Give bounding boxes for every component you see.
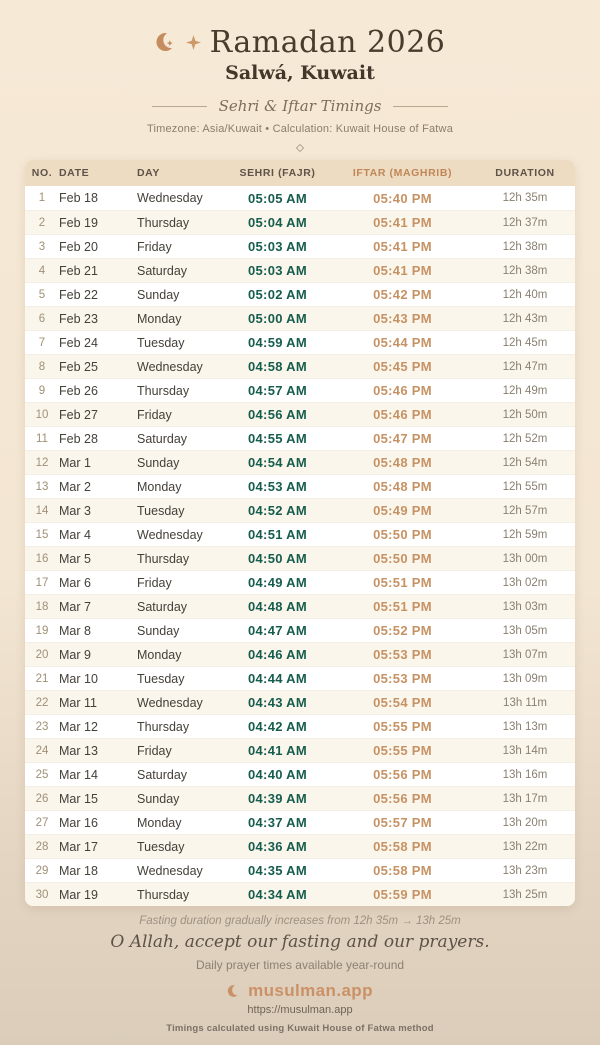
table-row (25, 354, 575, 378)
row-iftar-time: 05:43 PM (373, 311, 432, 326)
row-iftar-time: 05:40 PM (373, 190, 432, 206)
row-day: Monday (137, 815, 182, 830)
table-row (25, 186, 575, 210)
row-sehri-time: 04:35 AM (248, 863, 307, 878)
table-row (25, 258, 575, 282)
row-number: 20 (35, 648, 49, 661)
row-day: Sunday (137, 791, 180, 806)
row-number: 6 (38, 312, 46, 325)
row-duration: 13h 14m (502, 744, 548, 757)
table-row (25, 306, 575, 330)
table-row (25, 810, 575, 834)
row-duration: 12h 38m (502, 240, 548, 253)
col-header-duration: DURATION (495, 167, 555, 179)
row-date: Feb 20 (59, 239, 98, 254)
row-number: 18 (35, 600, 49, 613)
row-iftar-time: 05:48 PM (373, 455, 432, 470)
table-row (25, 690, 575, 714)
row-sehri-time: 04:51 AM (248, 527, 307, 542)
timings-table-body (25, 186, 575, 906)
row-number: 3 (38, 240, 46, 253)
row-duration: 12h 49m (502, 384, 548, 397)
row-date: Mar 11 (59, 695, 97, 710)
row-duration: 12h 59m (502, 528, 548, 541)
row-day: Wednesday (137, 527, 203, 542)
row-day: Thursday (137, 215, 190, 230)
table-row (25, 402, 575, 426)
row-date: Mar 10 (59, 671, 98, 686)
row-iftar-time: 05:46 PM (373, 407, 432, 422)
row-duration: 13h 02m (502, 576, 548, 589)
row-date: Mar 3 (59, 503, 91, 518)
row-sehri-time: 04:39 AM (248, 791, 307, 806)
row-number: 27 (35, 816, 49, 829)
row-number: 12 (35, 456, 49, 469)
row-number: 30 (35, 888, 49, 901)
availability-note: Daily prayer times available year-round (195, 958, 405, 972)
row-sehri-time: 04:34 AM (248, 887, 307, 902)
row-day: Monday (137, 647, 182, 662)
row-number: 28 (35, 840, 49, 853)
row-date: Feb 27 (59, 407, 98, 422)
row-number: 2 (38, 216, 46, 229)
row-iftar-time: 05:53 PM (373, 647, 432, 662)
table-row (25, 714, 575, 738)
row-sehri-time: 04:47 AM (248, 623, 307, 638)
row-iftar-time: 05:56 PM (373, 767, 432, 782)
row-sehri-time: 04:52 AM (248, 503, 307, 518)
table-row (25, 450, 575, 474)
row-number: 10 (35, 408, 49, 421)
row-sehri-time: 04:57 AM (248, 383, 307, 398)
row-date: Feb 18 (59, 191, 98, 205)
row-day: Tuesday (137, 839, 185, 854)
row-sehri-time: 04:58 AM (248, 359, 307, 374)
row-number: 7 (38, 336, 46, 349)
table-row (25, 234, 575, 258)
row-day: Friday (137, 407, 172, 422)
row-date: Mar 19 (59, 887, 98, 902)
table-row (25, 474, 575, 498)
row-date: Mar 6 (59, 575, 91, 590)
row-duration: 13h 05m (502, 624, 548, 637)
row-duration: 12h 50m (502, 408, 548, 421)
row-number: 15 (35, 528, 49, 541)
row-sehri-time: 05:05 AM (248, 190, 307, 206)
row-sehri-time: 04:49 AM (248, 575, 307, 590)
row-date: Mar 16 (59, 815, 98, 830)
row-day: Sunday (137, 455, 180, 470)
row-duration: 13h 17m (502, 792, 548, 805)
row-duration: 13h 23m (502, 864, 548, 877)
brand-name[interactable]: musulman.app (248, 981, 373, 1000)
row-number: 4 (38, 264, 46, 277)
row-number: 25 (35, 768, 49, 781)
row-iftar-time: 05:55 PM (373, 719, 432, 734)
row-iftar-time: 05:50 PM (373, 551, 432, 566)
row-day: Thursday (137, 383, 190, 398)
row-number: 29 (35, 864, 49, 877)
row-date: Feb 21 (59, 263, 98, 278)
table-row (25, 642, 575, 666)
row-date: Mar 7 (59, 599, 91, 614)
table-row (25, 762, 575, 786)
row-number: 5 (38, 288, 46, 301)
table-row (25, 210, 575, 234)
row-day: Friday (137, 575, 172, 590)
sparkle-star-icon (186, 35, 201, 50)
row-day: Thursday (137, 551, 190, 566)
row-date: Feb 22 (59, 287, 98, 302)
row-date: Mar 15 (59, 791, 98, 806)
table-row (25, 426, 575, 450)
col-header-sehri: SEHRI (FAJR) (239, 167, 316, 179)
row-number: 9 (38, 384, 46, 397)
row-number: 11 (36, 432, 48, 445)
row-iftar-time: 05:59 PM (373, 887, 432, 902)
row-duration: 13h 09m (502, 672, 548, 685)
row-duration: 12h 45m (502, 336, 548, 349)
row-sehri-time: 04:43 AM (248, 695, 307, 710)
row-duration: 12h 54m (502, 456, 548, 469)
row-date: Feb 28 (59, 431, 98, 446)
row-date: Mar 2 (59, 479, 91, 494)
table-row (25, 378, 575, 402)
timings-table-card (25, 160, 575, 906)
row-day: Monday (137, 311, 182, 326)
row-sehri-time: 04:36 AM (248, 839, 307, 854)
row-day: Monday (137, 479, 182, 494)
page-title: Ramadan 2026 (209, 24, 446, 60)
row-number: 23 (35, 720, 49, 733)
row-date: Mar 1 (59, 455, 91, 470)
row-sehri-time: 04:44 AM (248, 671, 307, 686)
row-sehri-time: 04:53 AM (248, 479, 307, 494)
row-iftar-time: 05:42 PM (373, 287, 432, 302)
row-iftar-time: 05:45 PM (373, 359, 432, 374)
row-date: Mar 13 (59, 743, 98, 758)
row-duration: 12h 47m (502, 360, 548, 373)
row-duration: 13h 13m (502, 720, 548, 733)
row-sehri-time: 05:02 AM (248, 287, 307, 302)
row-date: Mar 5 (59, 551, 91, 566)
row-day: Wednesday (137, 191, 203, 205)
row-day: Saturday (137, 599, 188, 614)
row-number: 8 (38, 360, 46, 373)
row-day: Tuesday (137, 335, 185, 350)
row-day: Saturday (137, 767, 188, 782)
row-duration: 12h 38m (502, 264, 548, 277)
table-row (25, 834, 575, 858)
row-duration: 12h 43m (502, 312, 548, 325)
row-duration: 12h 55m (502, 480, 548, 493)
ornament-row (0, 145, 600, 151)
table-row (25, 522, 575, 546)
row-day: Saturday (137, 263, 188, 278)
row-date: Mar 4 (59, 527, 91, 542)
row-duration: 13h 22m (502, 840, 548, 853)
row-date: Feb 19 (59, 215, 98, 230)
row-iftar-time: 05:50 PM (373, 527, 432, 542)
row-sehri-time: 05:00 AM (248, 311, 307, 326)
row-day: Sunday (137, 623, 180, 638)
row-sehri-time: 05:04 AM (248, 215, 307, 230)
row-duration: 13h 00m (502, 552, 548, 565)
calculation-method-note: Timings calculated using Kuwait House of Fatwa method (166, 1023, 434, 1034)
row-iftar-time: 05:58 PM (373, 839, 432, 854)
table-row (25, 618, 575, 642)
row-sehri-time: 04:59 AM (248, 335, 307, 350)
row-date: Mar 8 (59, 623, 91, 638)
row-date: Feb 26 (59, 383, 98, 398)
table-row (25, 738, 575, 762)
row-sehri-time: 04:37 AM (248, 815, 307, 830)
row-sehri-time: 04:50 AM (248, 551, 307, 566)
row-number: 14 (35, 504, 49, 517)
row-iftar-time: 05:52 PM (373, 623, 432, 638)
row-duration: 13h 16m (502, 768, 548, 781)
row-date: Feb 25 (59, 359, 98, 374)
row-duration: 13h 03m (502, 600, 548, 613)
row-iftar-time: 05:44 PM (373, 335, 432, 350)
row-date: Feb 23 (59, 311, 98, 326)
row-iftar-time: 05:41 PM (373, 215, 432, 230)
timings-table-header (25, 160, 575, 186)
row-sehri-time: 04:48 AM (248, 599, 307, 614)
row-number: 21 (35, 672, 49, 685)
row-iftar-time: 05:41 PM (373, 263, 432, 278)
row-sehri-time: 04:42 AM (248, 719, 307, 734)
row-number: 26 (35, 792, 49, 805)
subtitle-text: Sehri & Iftar Timings (218, 97, 382, 115)
row-iftar-time: 05:55 PM (373, 743, 432, 758)
table-row (25, 282, 575, 306)
table-row (25, 666, 575, 690)
row-day: Sunday (137, 287, 180, 302)
row-duration: 12h 40m (502, 288, 548, 301)
row-date: Feb 24 (59, 335, 98, 350)
row-sehri-time: 04:56 AM (248, 407, 307, 422)
row-day: Friday (137, 239, 172, 254)
row-day: Wednesday (137, 863, 203, 878)
row-iftar-time: 05:57 PM (373, 815, 432, 830)
divider-line-left (152, 106, 207, 107)
row-number: 22 (35, 696, 49, 709)
row-date: Mar 12 (59, 719, 98, 734)
row-duration: 13h 20m (502, 816, 548, 829)
fasting-duration-note: Fasting duration gradually increases from 12h 35m → 13h 25m (139, 915, 461, 927)
row-iftar-time: 05:41 PM (373, 239, 432, 254)
crescent-moon-icon (155, 31, 177, 53)
diamond-ornament-icon (296, 144, 304, 152)
col-header-no: NO. (31, 167, 53, 179)
table-row (25, 546, 575, 570)
row-iftar-time: 05:47 PM (373, 431, 432, 446)
row-sehri-time: 04:54 AM (248, 455, 307, 470)
row-duration: 12h 35m (502, 192, 548, 204)
row-iftar-time: 05:58 PM (373, 863, 432, 878)
row-iftar-time: 05:54 PM (373, 695, 432, 710)
row-day: Thursday (137, 719, 190, 734)
row-sehri-time: 04:55 AM (248, 431, 307, 446)
row-date: Mar 9 (59, 647, 91, 662)
row-number: 17 (35, 576, 49, 589)
row-duration: 13h 25m (502, 888, 548, 901)
row-day: Wednesday (137, 695, 203, 710)
row-duration: 12h 37m (502, 216, 548, 229)
section-subtitle (0, 97, 600, 115)
brand-row[interactable] (0, 981, 600, 1001)
row-duration: 12h 52m (502, 432, 548, 445)
table-row (25, 882, 575, 906)
row-iftar-time: 05:56 PM (373, 791, 432, 806)
row-duration: 12h 57m (502, 504, 548, 517)
row-number: 16 (35, 552, 49, 565)
row-duration: 13h 11m (503, 696, 547, 709)
col-header-day: DAY (137, 167, 161, 179)
divider-line-right (393, 106, 448, 107)
col-header-date: DATE (59, 167, 90, 179)
row-day: Friday (137, 743, 172, 758)
table-row (25, 330, 575, 354)
row-number: 19 (35, 624, 49, 637)
table-row (25, 786, 575, 810)
masthead (0, 22, 600, 62)
row-iftar-time: 05:46 PM (373, 383, 432, 398)
row-number: 13 (35, 480, 49, 493)
row-sehri-time: 04:41 AM (248, 743, 307, 758)
brand-crescent-icon (227, 984, 241, 998)
brand-url[interactable]: https://musulman.app (247, 1004, 353, 1016)
row-date: Mar 17 (59, 839, 98, 854)
row-duration: 13h 07m (502, 648, 548, 661)
row-date: Mar 18 (59, 863, 98, 878)
row-date: Mar 14 (59, 767, 98, 782)
row-sehri-time: 04:40 AM (248, 767, 307, 782)
row-day: Saturday (137, 431, 188, 446)
row-day: Tuesday (137, 671, 185, 686)
location-subtitle: Salwá, Kuwait (225, 62, 375, 84)
row-sehri-time: 05:03 AM (248, 239, 307, 254)
dua-text: O Allah, accept our fasting and our prayers. (110, 932, 490, 952)
row-iftar-time: 05:48 PM (373, 479, 432, 494)
table-row (25, 858, 575, 882)
table-row (25, 570, 575, 594)
table-row (25, 498, 575, 522)
col-header-iftar: IFTAR (MAGHRIB) (352, 167, 453, 179)
row-day: Wednesday (137, 359, 203, 374)
table-row (25, 594, 575, 618)
row-number: 24 (35, 744, 49, 757)
row-iftar-time: 05:53 PM (373, 671, 432, 686)
row-sehri-time: 04:46 AM (248, 647, 307, 662)
row-sehri-time: 05:03 AM (248, 263, 307, 278)
row-iftar-time: 05:51 PM (373, 575, 432, 590)
timezone-calculation-meta: Timezone: Asia/Kuwait • Calculation: Kuwait House of Fatwa (146, 123, 454, 135)
row-day: Tuesday (137, 503, 185, 518)
row-number: 1 (38, 192, 46, 204)
row-iftar-time: 05:49 PM (373, 503, 432, 518)
row-iftar-time: 05:51 PM (373, 599, 432, 614)
row-day: Thursday (137, 887, 190, 902)
